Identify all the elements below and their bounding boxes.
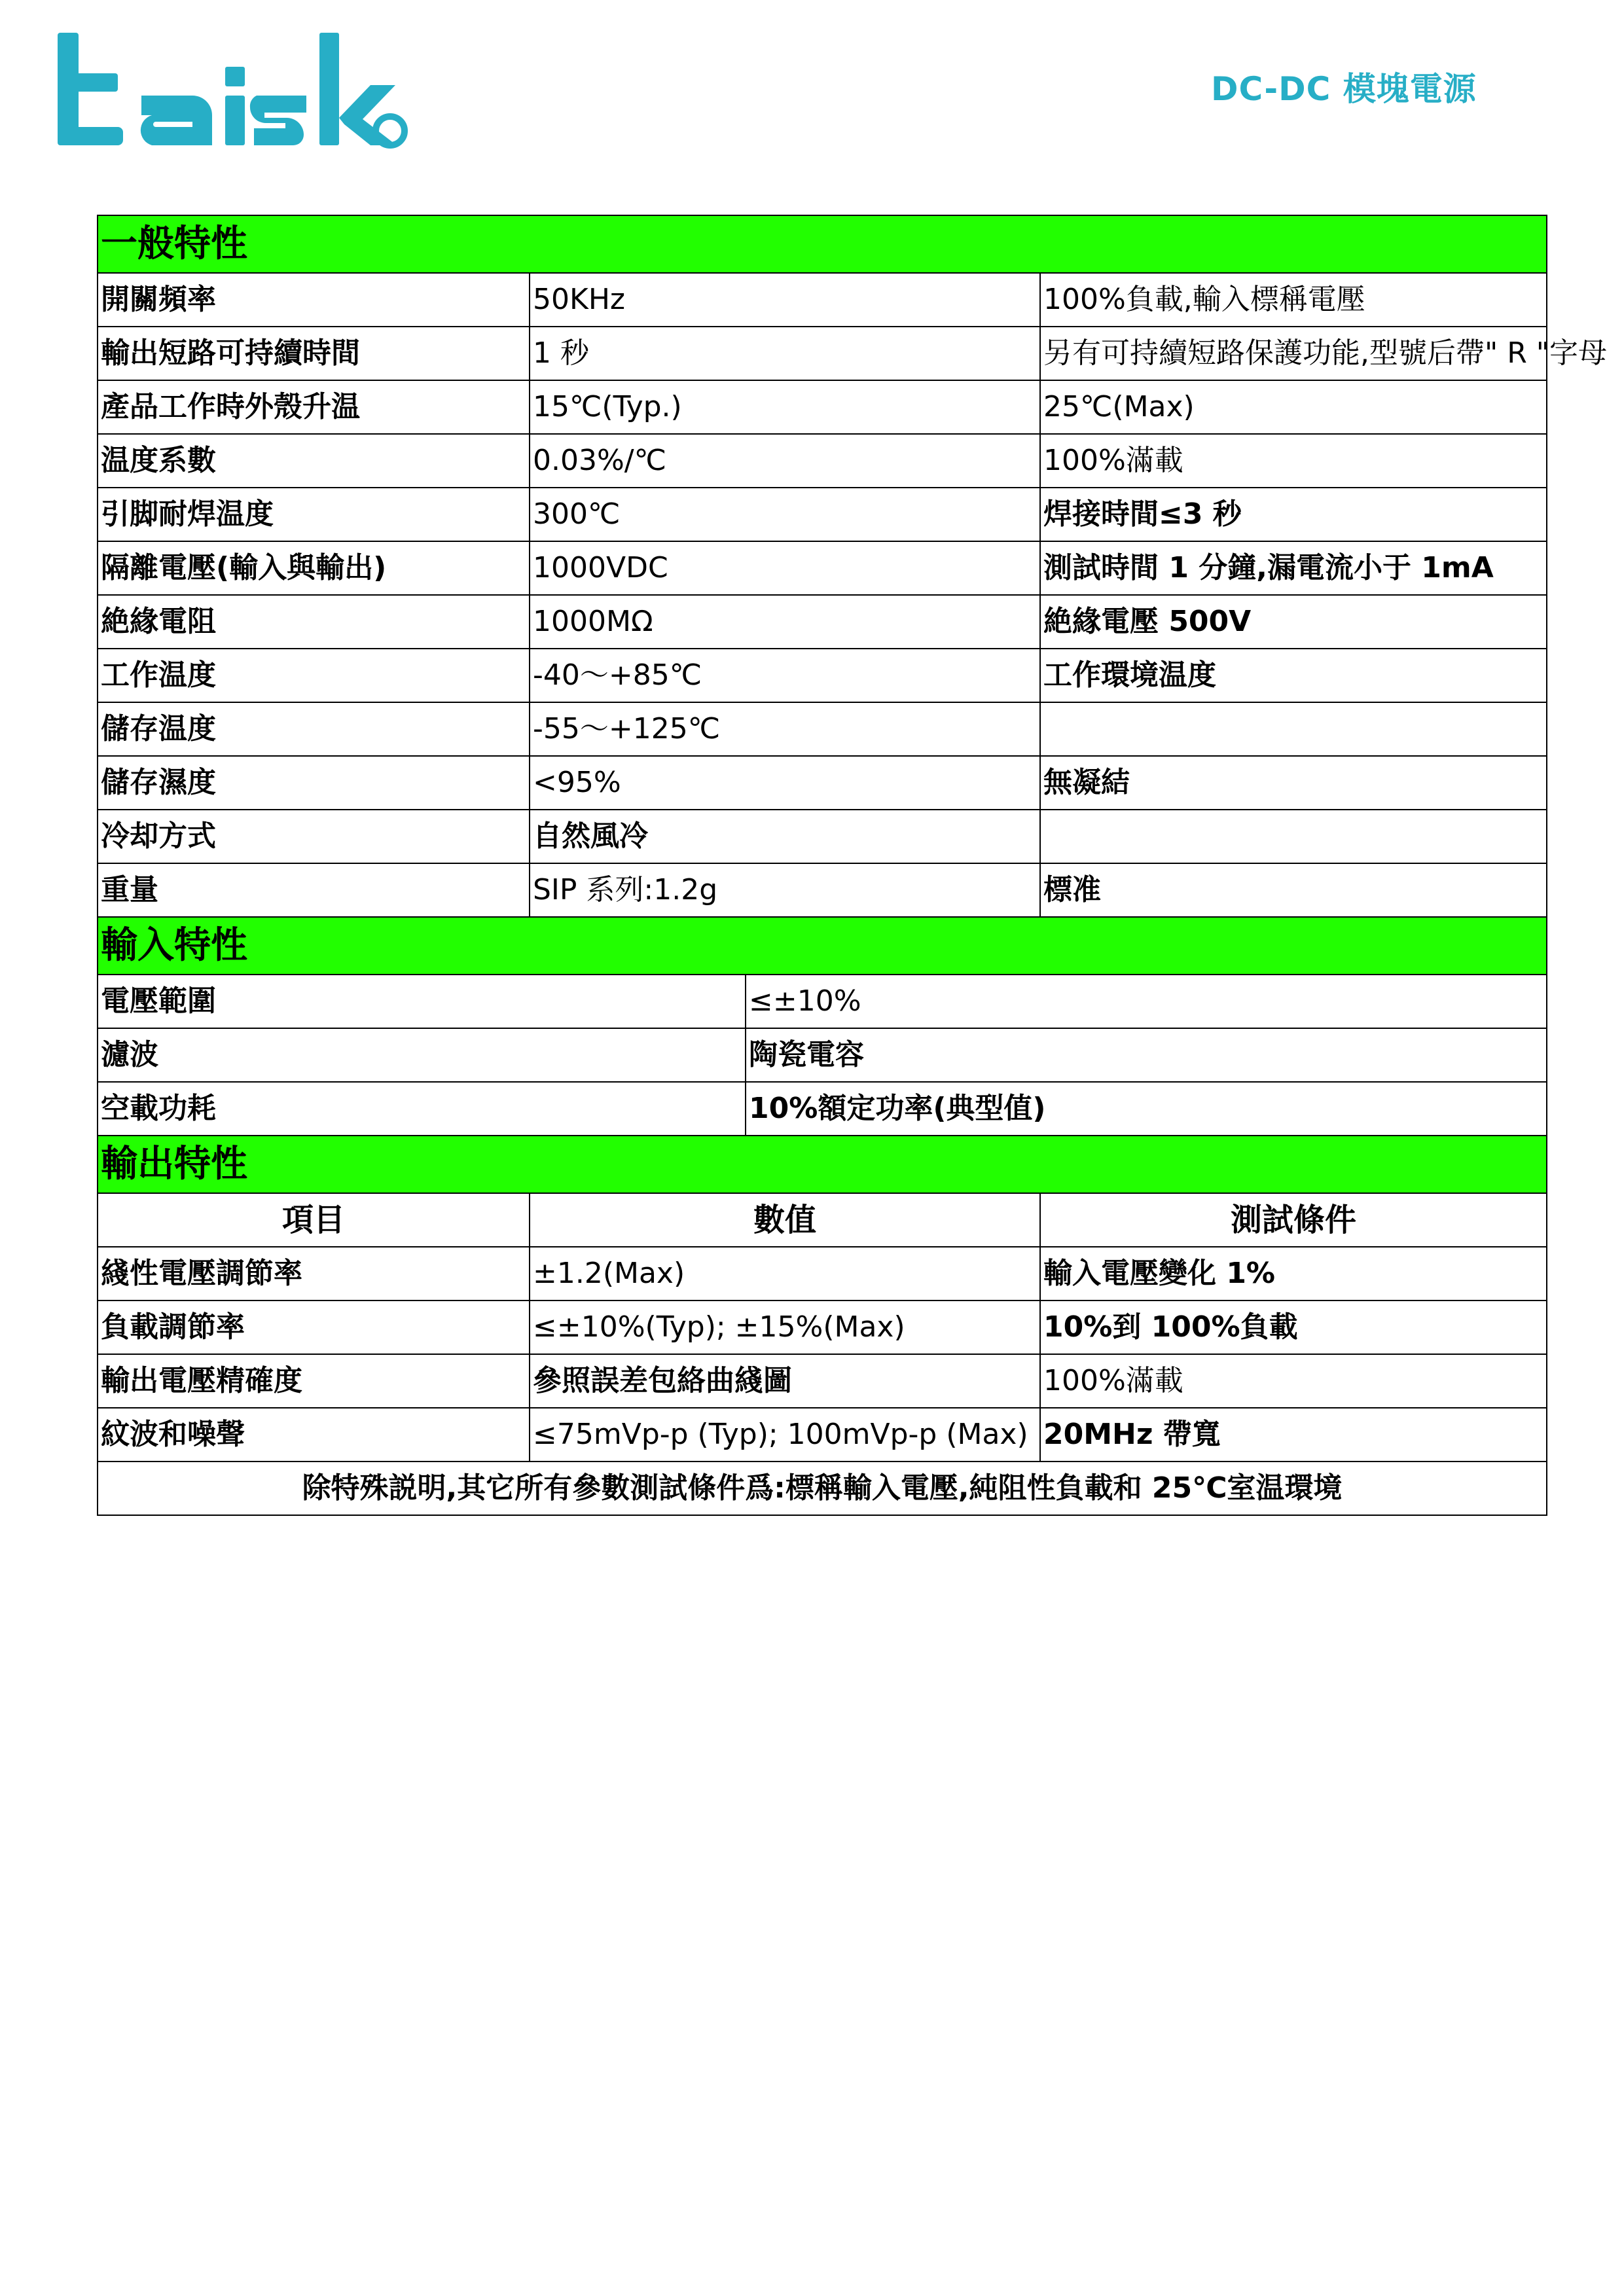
table-row <box>98 488 1547 541</box>
table-row <box>98 1354 1547 1408</box>
param-name: 工作温度 <box>98 649 530 702</box>
table-row <box>98 1082 1547 1136</box>
param-name: 紋波和噪聲 <box>98 1408 530 1462</box>
param-value: 15℃(Typ.) <box>530 380 1040 434</box>
table-row <box>98 1028 1547 1082</box>
section-general-header <box>98 215 1547 273</box>
param-note: 輸入電壓變化 1% <box>1040 1247 1547 1300</box>
param-value: 0.03%/℃ <box>530 434 1040 488</box>
param-note <box>1040 702 1547 756</box>
section-title: 一般特性 <box>98 215 1547 273</box>
section-title: 輸出特性 <box>98 1136 1547 1193</box>
table-row <box>98 595 1547 649</box>
param-note: 工作環境温度 <box>1040 649 1547 702</box>
param-name: 產品工作時外殼升温 <box>98 380 530 434</box>
table-row <box>98 1247 1547 1300</box>
param-name: 引脚耐焊温度 <box>98 488 530 541</box>
section-title: 輸入特性 <box>98 917 1547 975</box>
param-note: 10%到 100%負載 <box>1040 1300 1547 1354</box>
param-value: <95% <box>530 756 1040 810</box>
param-value: 50KHz <box>530 273 1040 327</box>
table-row <box>98 756 1547 810</box>
param-name: 負載調節率 <box>98 1300 530 1354</box>
param-note: 無凝結 <box>1040 756 1547 810</box>
param-note: 絶緣電壓 500V <box>1040 595 1547 649</box>
param-note: 100%滿載 <box>1040 1354 1547 1408</box>
param-name: 空載功耗 <box>98 1082 746 1136</box>
param-value: 300℃ <box>530 488 1040 541</box>
table-row <box>98 863 1547 917</box>
param-name: 儲存濕度 <box>98 756 530 810</box>
table-row <box>98 649 1547 702</box>
param-note: 20MHz 帶寬 <box>1040 1408 1547 1462</box>
param-name: 温度系數 <box>98 434 530 488</box>
column-header: 項目 <box>98 1193 530 1247</box>
param-value: 自然風冷 <box>530 810 1040 863</box>
taisko-logo <box>58 33 411 164</box>
table-row <box>98 380 1547 434</box>
table-row <box>98 541 1547 595</box>
document-title: DC-DC 模塊電源 <box>1211 70 1477 108</box>
param-note: 100%負載,輸入標稱電壓 <box>1040 273 1547 327</box>
param-value: 1 秒 <box>530 327 1040 380</box>
table-row <box>98 327 1547 380</box>
param-name: 綫性電壓調節率 <box>98 1247 530 1300</box>
param-note: 100%滿載 <box>1040 434 1547 488</box>
param-name: 儲存温度 <box>98 702 530 756</box>
table-row <box>98 273 1547 327</box>
param-value: 參照誤差包絡曲綫圖 <box>530 1354 1040 1408</box>
param-value: 10%額定功率(典型值) <box>746 1082 1547 1136</box>
param-value: -40～+85℃ <box>530 649 1040 702</box>
param-note: 測試時間 1 分鐘,漏電流小于 1mA <box>1040 541 1547 595</box>
column-header: 測試條件 <box>1040 1193 1547 1247</box>
table-row <box>98 1300 1547 1354</box>
column-header: 數值 <box>530 1193 1040 1247</box>
footnote: 除特殊説明,其它所有參數測試條件爲:標稱輸入電壓,純阻性負載和 25℃室温環境 <box>98 1462 1547 1515</box>
param-note <box>1040 810 1547 863</box>
param-note: 另有可持續短路保護功能,型號后帶" R "字母 <box>1040 327 1547 380</box>
param-note: 焊接時間≤3 秒 <box>1040 488 1547 541</box>
param-name: 濾波 <box>98 1028 746 1082</box>
table-row <box>98 434 1547 488</box>
table-row <box>98 810 1547 863</box>
param-name: 冷却方式 <box>98 810 530 863</box>
param-value: -55～+125℃ <box>530 702 1040 756</box>
param-name: 開關頻率 <box>98 273 530 327</box>
param-name: 絶緣電阻 <box>98 595 530 649</box>
param-value: 1000VDC <box>530 541 1040 595</box>
param-value: ≤±10%(Typ); ±15%(Max) <box>530 1300 1040 1354</box>
section-input-header <box>98 917 1547 975</box>
param-note: 25℃(Max) <box>1040 380 1547 434</box>
param-value: ±1.2(Max) <box>530 1247 1040 1300</box>
param-value: 陶瓷電容 <box>746 1028 1547 1082</box>
table-row <box>98 975 1547 1028</box>
param-name: 隔離電壓(輸入與輸出) <box>98 541 530 595</box>
param-value: ≤±10% <box>746 975 1547 1028</box>
footnote-row <box>98 1462 1547 1515</box>
param-value: SIP 系列:1.2g <box>530 863 1040 917</box>
table-row <box>98 1408 1547 1462</box>
table-header-row <box>98 1193 1547 1247</box>
section-output-header <box>98 1136 1547 1193</box>
param-note: 標准 <box>1040 863 1547 917</box>
param-name: 輸出短路可持續時間 <box>98 327 530 380</box>
param-value: ≤75mVp-p (Typ); 100mVp-p (Max) <box>530 1408 1040 1462</box>
spec-table <box>97 215 1608 1516</box>
param-name: 輸出電壓精確度 <box>98 1354 530 1408</box>
param-name: 重量 <box>98 863 530 917</box>
param-name: 電壓範圍 <box>98 975 746 1028</box>
table-row <box>98 702 1547 756</box>
param-value: 1000MΩ <box>530 595 1040 649</box>
